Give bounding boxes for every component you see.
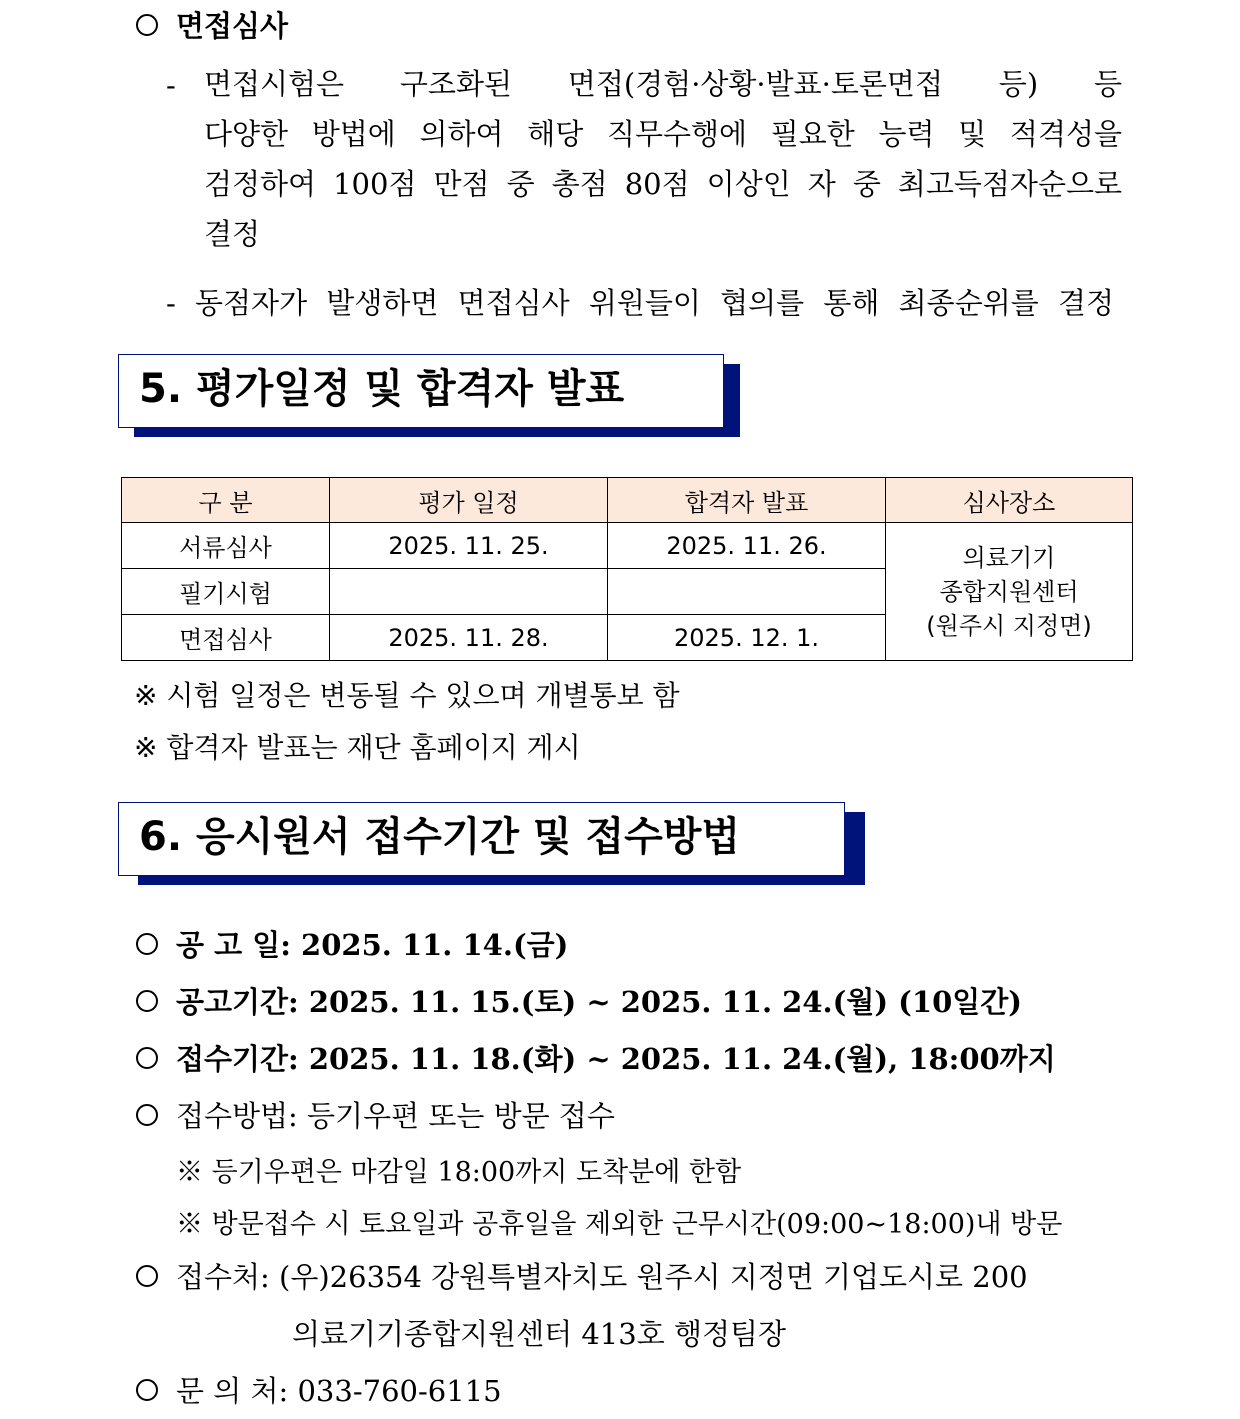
notice-period-item: 공고기간: 2025. 11. 15.(토) ~ 2025. 11. 24.(월) (10일간) <box>136 980 1022 1021</box>
circle-bullet-icon <box>136 1265 158 1287</box>
interview-text-line-3: 검정하여 100점 만점 중 총점 80점 이상인 자 중 최고득점자순으로 <box>204 167 1122 201</box>
address-item: 접수처: (우)26354 강원특별자치도 원주시 지정면 기업도시로 200 <box>136 1255 1028 1296</box>
table-row <box>122 523 1133 569</box>
header-venue: 심사장소 <box>886 478 1133 523</box>
stage-cell: 서류심사 <box>122 523 330 569</box>
header-announcement: 합격자 발표 <box>608 478 886 523</box>
receipt-method-item: 접수방법: 등기우편 또는 방문 접수 <box>136 1094 615 1135</box>
section6-title: 6. 응시원서 접수기간 및 접수방법 <box>118 802 845 876</box>
interview-text-line-2: 다양한 방법에 의하여 해당 직무수행에 필요한 능력 및 적격성을 <box>204 117 1122 151</box>
address-line-2: 의료기기종합지원센터 413호 행정팀장 <box>292 1317 786 1351</box>
circle-bullet-icon <box>136 1047 158 1069</box>
interview-heading: 면접심사 <box>136 4 288 45</box>
date-cell <box>330 569 608 615</box>
receipt-period-item: 접수기간: 2025. 11. 18.(화) ~ 2025. 11. 24.(월), 18:00까지 <box>136 1037 1056 1078</box>
dash-bullet: - <box>166 68 176 102</box>
venue-line: (원주시 지정면) <box>926 611 1092 640</box>
date-cell: 2025. 11. 25. <box>330 523 608 569</box>
circle-bullet-icon <box>136 990 158 1012</box>
stage-cell: 필기시험 <box>122 569 330 615</box>
contact-item: 문 의 처: 033-760-6115 <box>136 1369 502 1410</box>
schedule-note-change: ※ 시험 일정은 변동될 수 있으며 개별통보 함 <box>134 679 680 712</box>
table-header-row <box>122 478 1133 523</box>
circle-bullet-icon <box>136 14 158 36</box>
header-schedule: 평가 일정 <box>330 478 608 523</box>
venue-line: 종합지원센터 <box>939 577 1079 606</box>
method-note-visit: ※ 방문접수 시 토요일과 공휴일을 제외한 근무시간(09:00~18:00)내 방문 <box>176 1209 1063 1240</box>
section5-title: 5. 평가일정 및 합격자 발표 <box>118 354 724 428</box>
circle-bullet-icon <box>136 933 158 955</box>
circle-bullet-icon <box>136 1379 158 1401</box>
interview-text-line-4: 결정 <box>204 217 261 251</box>
tie-rule-text: - 동점자가 발생하면 면접심사 위원들이 협의를 통해 최종순위를 결정 <box>166 286 1114 320</box>
date-cell: 2025. 11. 28. <box>330 615 608 661</box>
announce-cell: 2025. 11. 26. <box>608 523 886 569</box>
notice-date-item: 공 고 일: 2025. 11. 14.(금) <box>136 923 568 964</box>
schedule-table <box>121 477 1133 661</box>
announce-cell: 2025. 12. 1. <box>608 615 886 661</box>
circle-bullet-icon <box>136 1104 158 1126</box>
venue-cell <box>886 523 1133 661</box>
announce-cell <box>608 569 886 615</box>
method-note-mail: ※ 등기우편은 마감일 18:00까지 도착분에 한함 <box>176 1157 742 1188</box>
header-category: 구 분 <box>122 478 330 523</box>
venue-line: 의료기기 <box>962 543 1056 572</box>
schedule-note-homepage: ※ 합격자 발표는 재단 홈페이지 게시 <box>134 731 581 764</box>
stage-cell: 면접심사 <box>122 615 330 661</box>
interview-text-line-1: 면접시험은 구조화된 면접(경험·상황·발표·토론면접 등) 등 <box>204 67 1122 101</box>
